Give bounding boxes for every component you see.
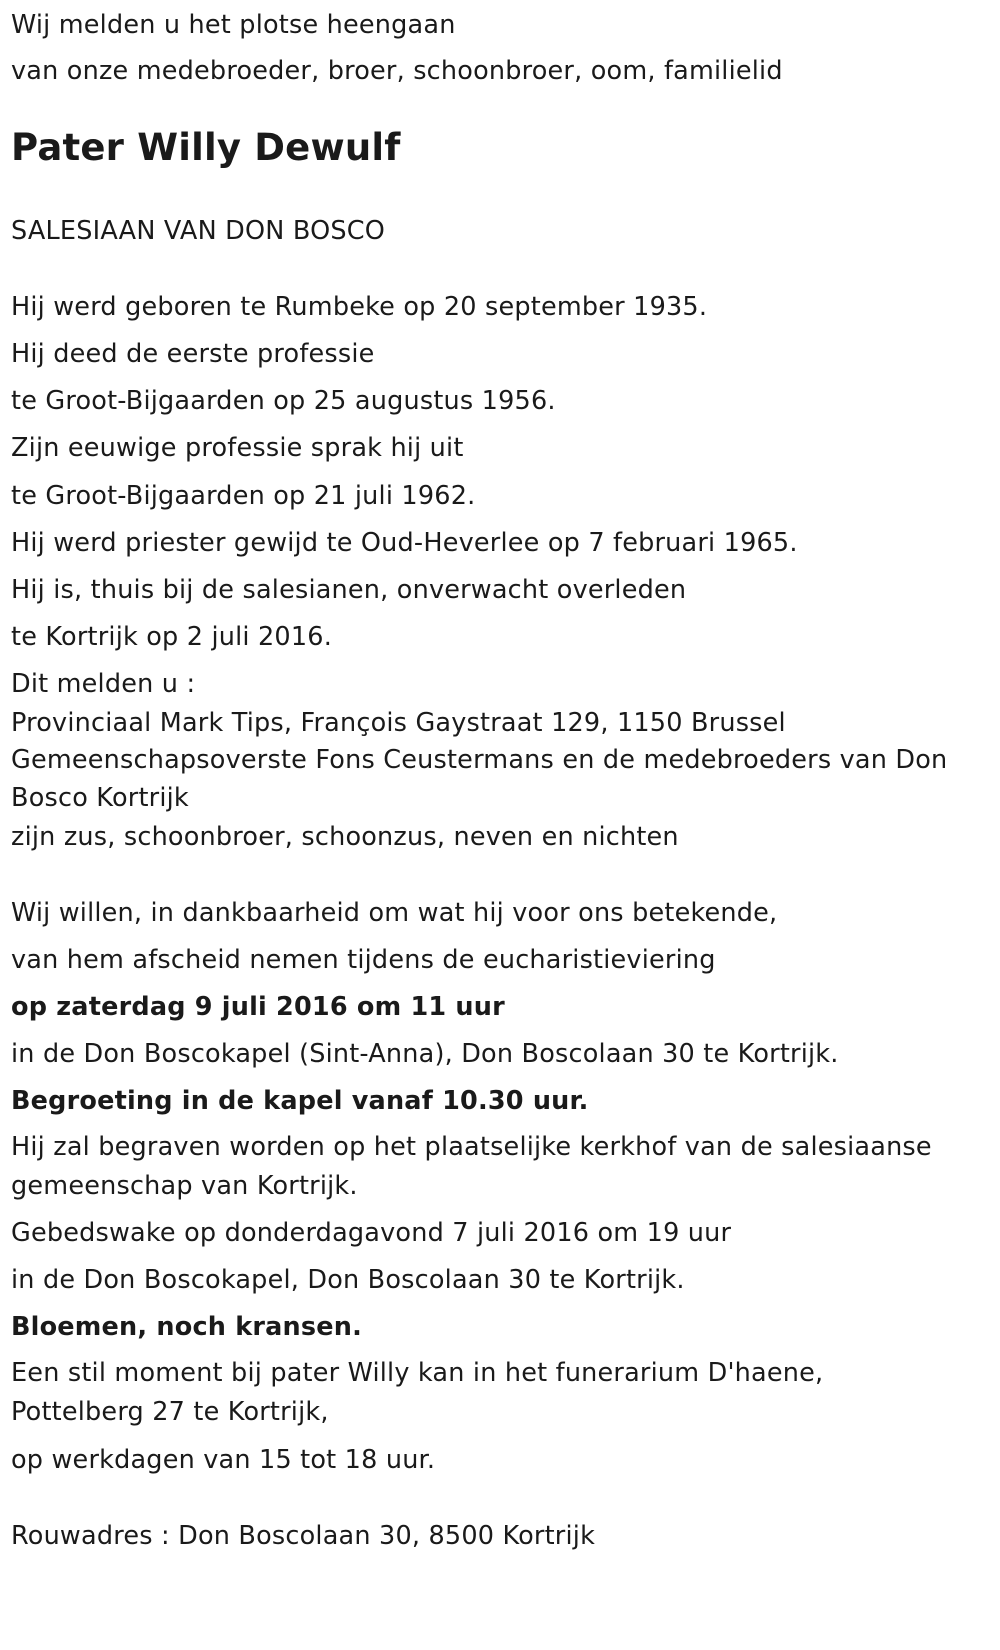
burial-info: Hij zal begraven worden op het plaatselijke kerkhof van de salesiaanse gemeenschap van Kortrijk. <box>11 1132 932 1201</box>
service-intro-line-1: Wij willen, in dankbaarheid om wat hij voor ons betekende, <box>11 898 778 928</box>
bio-line: Hij werd geboren te Rumbeke op 20 september 1935. <box>11 292 708 322</box>
intro-line-2: van onze medebroeder, broer, schoonbroer, oom, familielid <box>11 56 783 86</box>
greeting-time: Begroeting in de kapel vanaf 10.30 uur. <box>11 1086 589 1116</box>
religious-order: SALESIAAN VAN DON BOSCO <box>11 216 386 246</box>
vigil-info: Gebedswake op donderdagavond 7 juli 2016 om 19 uur <box>11 1218 732 1248</box>
bio-line: Hij werd priester gewijd te Oud-Heverlee op 7 februari 1965. <box>11 528 798 558</box>
bio-line: Hij deed de eerste professie <box>11 339 375 369</box>
service-date: op zaterdag 9 juli 2016 om 11 uur <box>11 992 505 1022</box>
announcer-line: Gemeenschapsoverste Fons Ceustermans en de medebroeders van Don Bosco Kortrijk <box>11 745 948 813</box>
flowers-note: Bloemen, noch kransen. <box>11 1312 363 1342</box>
bio-line: te Groot-Bijgaarden op 21 juli 1962. <box>11 481 476 511</box>
visiting-hours: op werkdagen van 15 tot 18 uur. <box>11 1445 436 1475</box>
bio-line: Hij is, thuis bij de salesianen, onverwacht overleden <box>11 575 687 605</box>
announcer-line: zijn zus, schoonbroer, schoonzus, neven en nichten <box>11 822 679 852</box>
vigil-place: in de Don Boscokapel, Don Boscolaan 30 te Kortrijk. <box>11 1265 685 1295</box>
bio-line: te Kortrijk op 2 juli 2016. <box>11 622 332 652</box>
mourning-address: Rouwadres : Don Boscolaan 30, 8500 Kortrijk <box>11 1521 596 1551</box>
funeral-home-info: Een stil moment bij pater Willy kan in het funerarium D'haene, Pottelberg 27 te Kortrijk, <box>11 1358 824 1427</box>
service-intro-line-2: van hem afscheid nemen tijdens de eucharistieviering <box>11 945 716 975</box>
announcers-intro: Dit melden u : <box>11 669 196 699</box>
deceased-name: Pater Willy Dewulf <box>11 126 401 169</box>
bio-line: te Groot-Bijgaarden op 25 augustus 1956. <box>11 386 556 416</box>
service-place: in de Don Boscokapel (Sint-Anna), Don Boscolaan 30 te Kortrijk. <box>11 1039 839 1069</box>
bio-line: Zijn eeuwige professie sprak hij uit <box>11 433 464 463</box>
intro-line-1: Wij melden u het plotse heengaan <box>11 10 456 40</box>
announcer-line: Provinciaal Mark Tips, François Gaystraat 129, 1150 Brussel <box>11 708 786 738</box>
